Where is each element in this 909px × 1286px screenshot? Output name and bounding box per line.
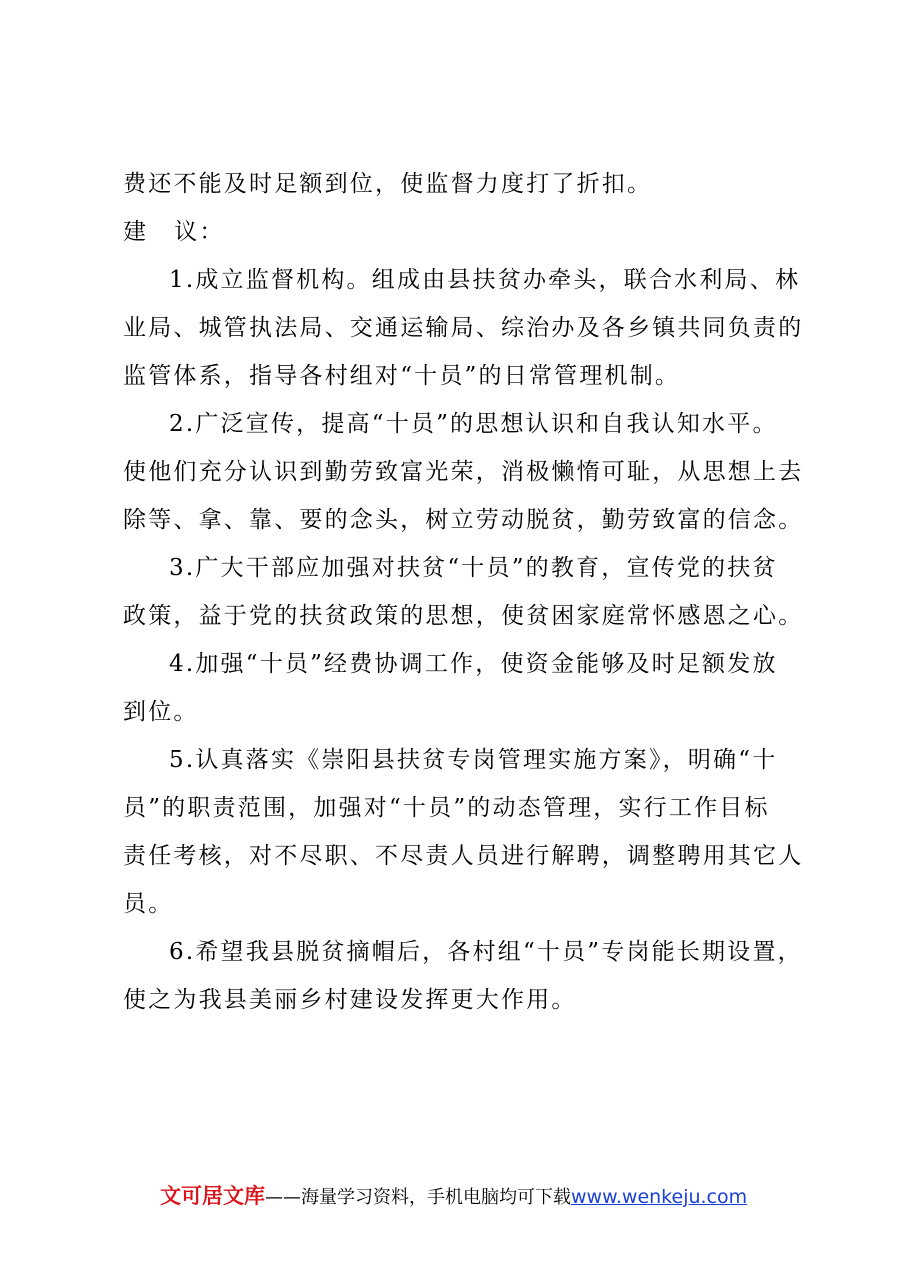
text-line: 5.认真落实《崇阳县扶贫专岗管理实施方案》，明确“十 xyxy=(169,747,778,773)
document-body xyxy=(123,160,823,1024)
footer-watermark xyxy=(160,1183,800,1211)
recommendation-6 xyxy=(123,928,823,1024)
text-line: 监管体系，指导各村组对“十员”的日常管理机制。 xyxy=(123,363,681,389)
recommendation-1 xyxy=(123,256,823,400)
text-line: 员”的职责范围，加强对“十员”的动态管理，实行工作目标 xyxy=(123,795,770,821)
text-line: 4.加强“十员”经费协调工作，使资金能够及时足额发放 xyxy=(169,651,778,677)
section-heading xyxy=(123,208,823,256)
text-line: 6.希望我县脱贫摘帽后，各村组“十员”专岗能长期设置， xyxy=(169,939,803,965)
footer-site-link[interactable]: www.wenkeju.com xyxy=(571,1186,748,1208)
footer-brand: 文可居文库 xyxy=(160,1184,265,1208)
text-line: 除等、拿、靠、要的念头，树立劳动脱贫，勤劳致富的信念。 xyxy=(123,507,804,533)
recommendation-5 xyxy=(123,736,823,928)
recommendation-3 xyxy=(123,544,823,640)
footer-slogan: ——海量学习资料，手机电脑均可下载 xyxy=(265,1187,571,1208)
text-line: 3.广大干部应加强对扶贫“十员”的教育，宣传党的扶贫 xyxy=(169,555,778,581)
text-line: 1.成立监督机构。组成由县扶贫办牵头，联合水利局、林 xyxy=(169,267,801,293)
text-line: 到位。 xyxy=(123,699,199,725)
recommendation-4 xyxy=(123,640,823,736)
text-line: 使之为我县美丽乡村建设发挥更大作用。 xyxy=(123,987,577,1013)
text-line: 责任考核，对不尽职、不尽责人员进行解聘，调整聘用其它人 xyxy=(123,843,804,869)
text-line: 政策，益于党的扶贫政策的思想，使贫困家庭常怀感恩之心。 xyxy=(123,603,804,629)
text-line: 2.广泛宣传，提高“十员”的思想认识和自我认知水平。 xyxy=(169,411,778,437)
text-line: 业局、城管执法局、交通运输局、综治办及各乡镇共同负责的 xyxy=(123,315,804,341)
paragraph-continuation-line: 费还不能及时足额到位，使监督力度打了折扣。 xyxy=(123,171,653,197)
text-line: 员。 xyxy=(123,891,174,917)
text-line: 使他们充分认识到勤劳致富光荣，消极懒惰可耻，从思想上去 xyxy=(123,459,804,485)
heading-char-2: 议： xyxy=(174,219,225,245)
heading-char-1: 建 xyxy=(123,219,149,245)
recommendation-2 xyxy=(123,400,823,544)
